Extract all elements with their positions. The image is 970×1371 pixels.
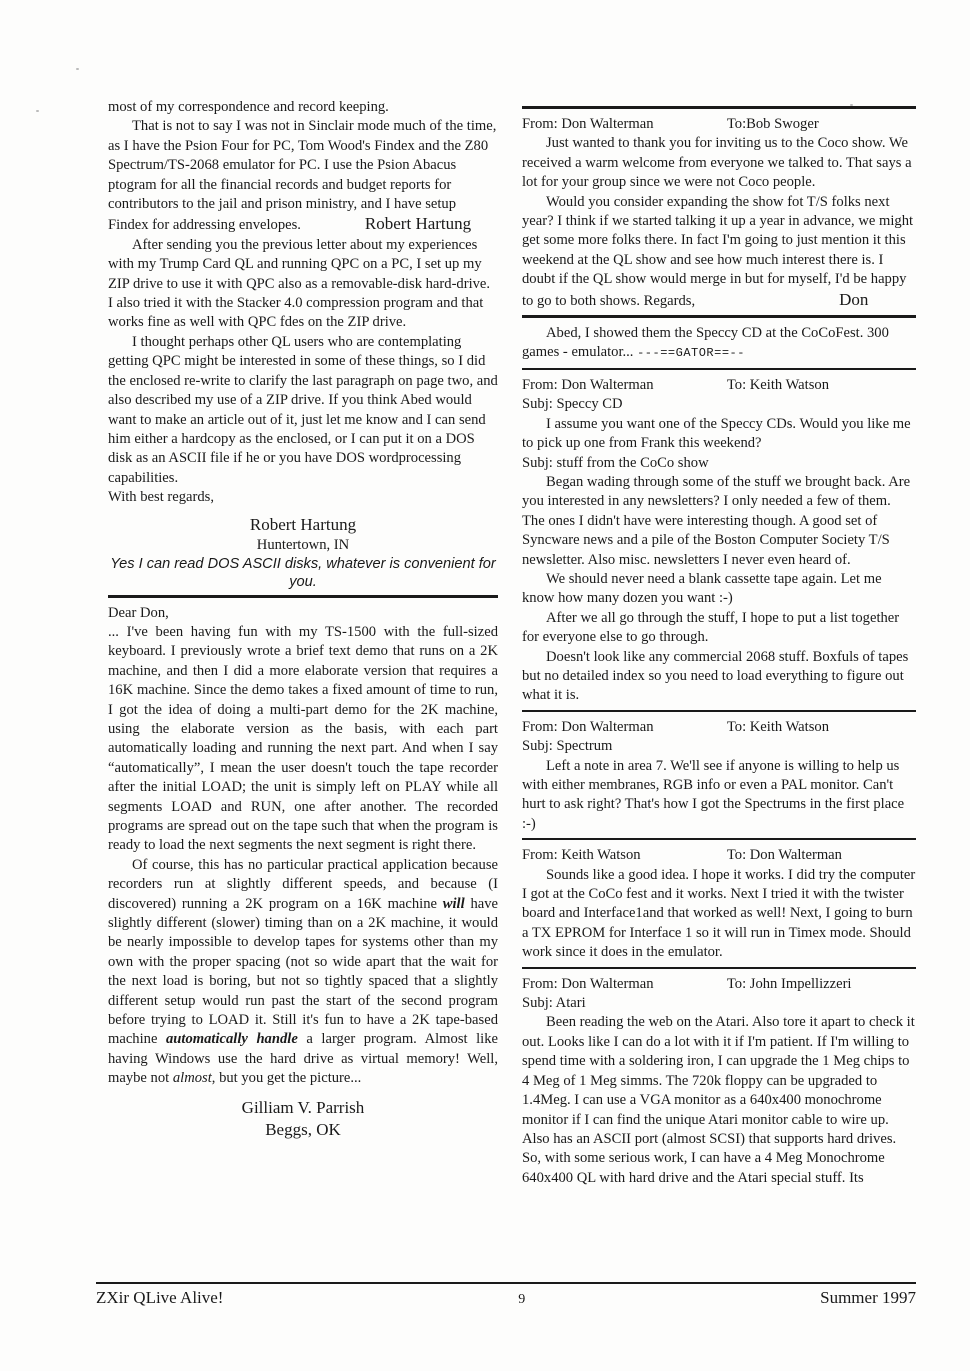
emphasis: automatically handle — [166, 1031, 298, 1048]
message-from: From: Keith Watson — [522, 847, 641, 864]
paragraph: most of my correspondence and record keeping. — [108, 99, 389, 115]
paragraph — [108, 856, 498, 1089]
salutation: Dear Don, — [108, 604, 169, 621]
page-footer — [96, 1282, 916, 1308]
signature-gilliam-parrish: Gilliam V. Parrish — [241, 1097, 365, 1117]
paragraph: Left a note in area 7. We'll see if anyone is willing to help us with either membranes, RGB info or even a PAL monitor. Can't hurt to ask right? That's how I got the Spectrums in the first place :-) — [522, 757, 905, 832]
message-subject: Subj: stuff from the CoCo show — [522, 454, 709, 471]
signature-gator: ---==GATOR==-- — [637, 346, 745, 361]
left-column — [108, 98, 498, 1141]
emphasis: will — [442, 895, 465, 912]
closing: With best regards, — [108, 489, 214, 506]
emphasis: almost — [172, 1070, 212, 1087]
message-subject: Subj: Spectrum — [522, 738, 613, 755]
paragraph: I assume you want one of the Speccy CDs. Would you like me to pick up one from Frank this weekend? — [522, 415, 911, 452]
paragraph-text: , but you get the picture... — [211, 1070, 362, 1087]
footer-publication-title: ZXir QLive Alive! — [96, 1288, 224, 1307]
paragraph: After sending you the previous letter about my experiences with my Trump Card QL and running QPC on a PC, I set up my ZIP drive to use it with QPC also as a removable-disk hard-drive. I also tried it with the Stacker 4.0 compression program and that works fine as well with QPC fdes on the ZIP drive. — [108, 236, 491, 331]
section-divider — [108, 595, 498, 598]
paragraph — [522, 193, 916, 311]
paragraph: After we all go through the stuff, I hope to put a list together for everyone else to go through. — [522, 609, 900, 646]
paragraph: Just wanted to thank you for inviting us to the Coco show. We received a warm welcome from everyone we talked to. That says a lot for your group since we were not Coco people. — [522, 135, 912, 191]
scan-speck — [76, 68, 79, 70]
paragraph: Been reading the web on the Atari. Also tore it apart to check it out. Looks like I can do a lot with it if I'm patient. If I'm willing to spend time with a soldering iron, I can upgrade the 1 Meg chips to 4 Meg of 1 Meg simms. The 720k floppy can be upgraded to 1.4Meg. I can use a VGA monitor as a 640x400 monochrome monitor if I can find the unique Atari monitor cable to wire up. Also has an ASCII port (almost SCSI) that supports hard drives. So, with some serious work, I can have a 4 Meg Monochrome 640x400 QL with hard drive and the Atari special stuff. Its — [522, 1014, 915, 1186]
message-subject: Subj: Atari — [522, 995, 586, 1012]
paragraph — [522, 324, 916, 364]
paragraph-text: Of course, this has no particular practical application because recorders run at slightly different speeds, and because (I discovered) running a 2K program on a 16K machine — [108, 856, 498, 912]
paragraph: Doesn't look like any commercial 2068 stuff. Boxfuls of tapes but no detailed index so you need to load everything to figure out what it is. — [522, 648, 909, 704]
scan-speck — [36, 110, 39, 112]
message-header — [522, 376, 916, 395]
right-column — [522, 98, 916, 1188]
signature-location: Huntertown, IN — [256, 536, 350, 553]
section-divider — [522, 710, 916, 712]
message-to: To: Don Walterman — [726, 847, 842, 864]
paragraph: Sounds like a good idea. I hope it works. I did try the computer I got at the CoCo fest and it works. Next I tried it with the twister board and Interface1and that worked as well! Next, I going to burn a TX EPROM for Interface 1 so it will run in Timex mode. Should work since it does in the emulator. — [522, 866, 916, 961]
paragraph: We should never need a blank cassette tape again. Let me know how many dozen you want :-) — [522, 570, 882, 607]
paragraph — [108, 117, 498, 235]
signature-robert-hartung: Robert Hartung — [249, 514, 357, 534]
footer-issue-date: Summer 1997 — [820, 1288, 916, 1307]
editor-reply: Yes I can read DOS ASCII disks, whatever is convenient for you. — [110, 555, 496, 590]
section-divider — [522, 106, 916, 109]
paragraph-text: Would you consider expanding the show fot T/S folks next year? I think if we started talking it up a year in advance, we might get some more folks there. In fact I'm going to just mention it this weekend at the QL show and see how much interest there is. I doubt if the QL show would merge in but for myself, I'd be happy to go to both shows. Regards, — [522, 193, 914, 309]
signature-location: Beggs, OK — [265, 1119, 341, 1139]
message-header — [522, 846, 916, 865]
section-divider — [522, 967, 916, 969]
section-divider — [522, 315, 916, 318]
footer-page-number: 9 — [518, 1292, 526, 1307]
signature-robert-hartung: Robert Hartung — [364, 214, 472, 234]
message-to: To:Bob Swoger — [726, 116, 819, 132]
section-divider — [522, 838, 916, 840]
message-from: From: Don Walterman — [522, 116, 654, 132]
paragraph: Began wading through some of the stuff we brought back. Are you interested in any newsletters? I only needed a few of them. The ones I didn't have were interesting though. A good set of Syncware news and a pile of the Boston Computer Society T/S newsletter. Also misc. newsletters I never even heard of. — [522, 473, 911, 568]
paragraph: ... I've been having fun with my TS-1500 with the full-sized keyboard. I previously wrote a brief text demo that runs on a 2K machine, and then I did a more elaborate version that requires a 16K machine. Since the demo takes a fixed amount of time to run, I got the idea of doing a multi-part demo for the 2K machine, using the elaborate version as the basis, with each part automatically loading and running the next part. And when I say “automatically”, I mean the user doesn't touch the tape recorder after the initial LOAD; the unit is simply left on PLAY while all segments LOAD and RUN, one after another. The recorded programs are spread out on the tape such that when the program is ready to load the next segments the next segment is right there. — [108, 623, 498, 854]
message-subject: Subj: Speccy CD — [522, 396, 623, 413]
message-header — [522, 115, 916, 134]
message-from: From: Don Walterman — [522, 975, 654, 992]
message-to: To: John Impellizzeri — [726, 975, 852, 992]
message-header — [522, 975, 916, 994]
paragraph-text: have slightly different (slower) timing than on a 2K machine, it would be nearly impossible to develop tapes for systems other than my own with the proper spacing (not so wide apart that the wait for the next load is boring, but not so tightly spaced that a slightly different setup would run past the start of the second program before trying to LOAD it. Still it's fun to have a 2K tape-based machine — [108, 895, 498, 1048]
message-from: From: Don Walterman — [522, 718, 654, 735]
signature-don: Don — [839, 289, 869, 309]
paragraph-text: a larger program. Almost like having Windows use the hard drive as virtual memory! Well, maybe not — [108, 1031, 499, 1087]
message-from: From: Don Walterman — [522, 376, 654, 393]
paragraph-text: That is not to say I was not in Sinclair mode much of the time, as I have the Psion Four for PC, Tom Wood's Findex and the Z80 Spectrum/TS-2068 emulator for PC. I use the Psion Abacus ptogram for all the financial records and budget reports for contributors to the jail and prison ministry, and I have setup Findex for addressing envelopes. — [108, 118, 497, 234]
paragraph: I thought perhaps other QL users who are contemplating getting QPC might be interested in some of these things, so I did the enclosed re-write to clarify the last paragraph on page two, and also described my use of a ZIP drive. If you think Abed would want to make an article out of it, just let me know and I can send him either a hardcopy as the enclosed, or I can put it on a DOS disk as an ASCII file if he or you have DOS wordprocessing capabilities. — [108, 333, 498, 486]
paragraph-text: Abed, I showed them the Speccy CD at the CoCoFest. 300 games - emulator... — [522, 325, 889, 361]
section-divider — [522, 368, 916, 370]
message-to: To: Keith Watson — [726, 376, 829, 393]
message-header — [522, 718, 916, 737]
message-to: To: Keith Watson — [726, 718, 829, 735]
